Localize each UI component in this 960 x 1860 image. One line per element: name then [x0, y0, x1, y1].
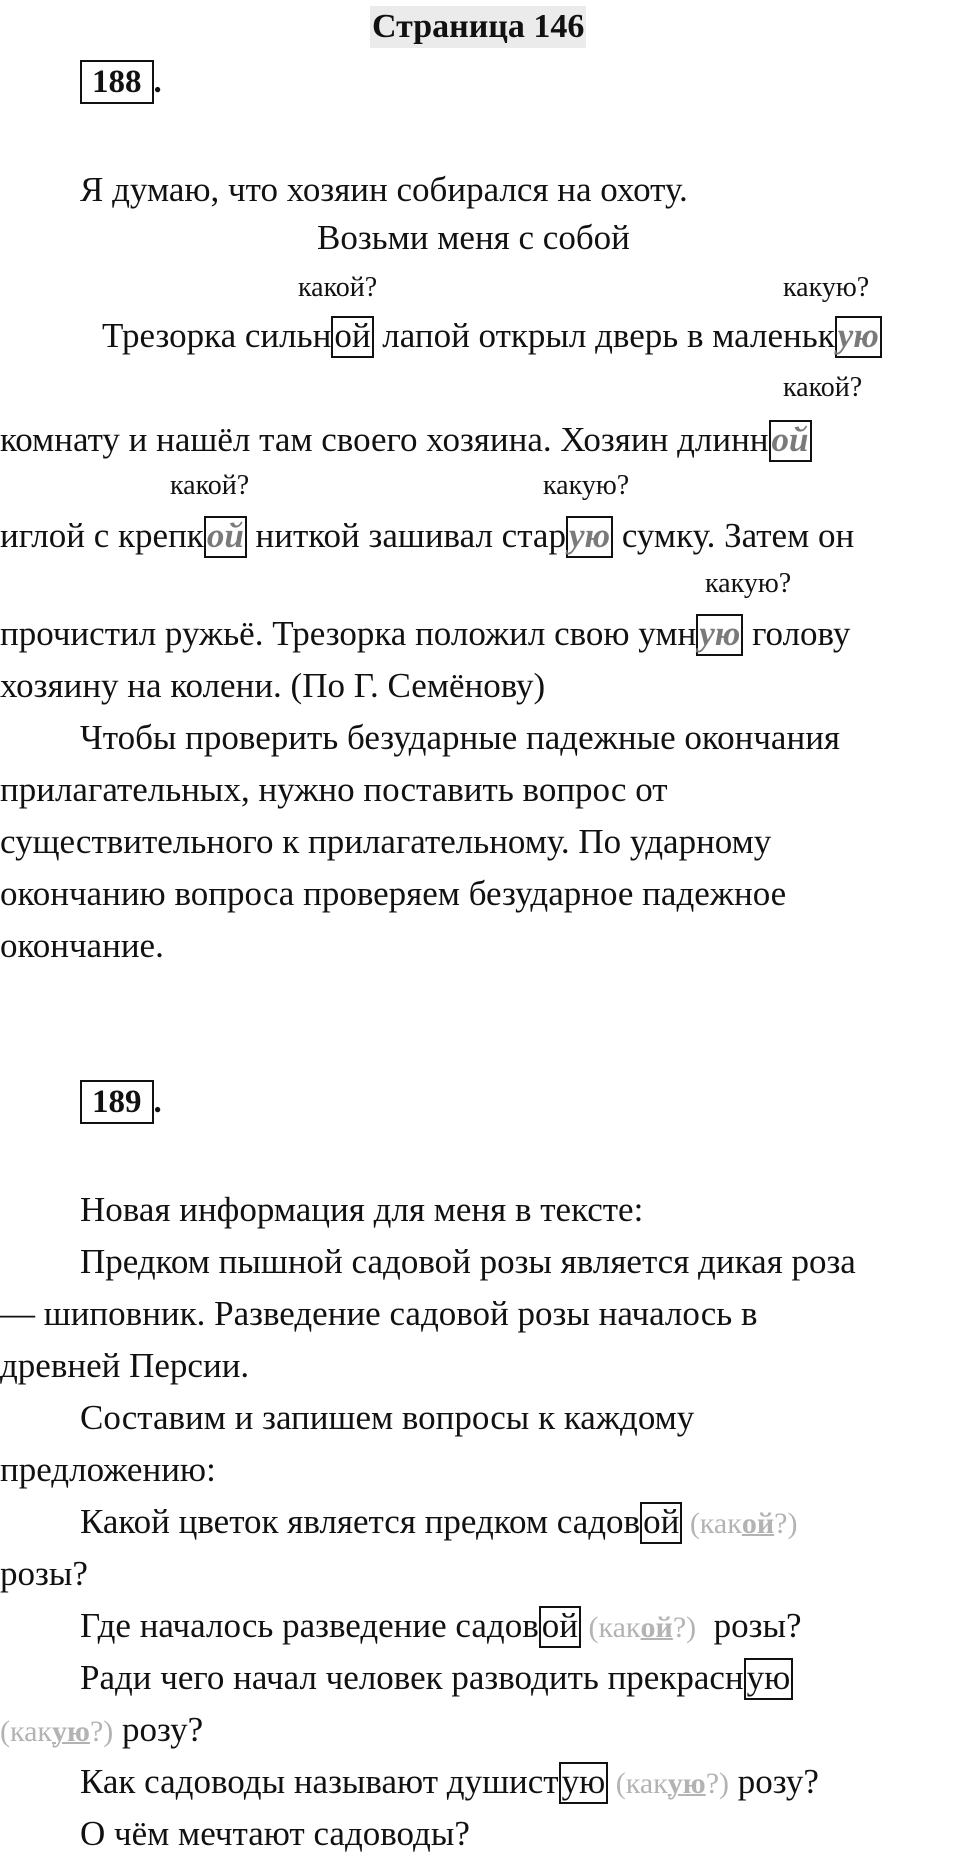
text-line: [80, 1756, 819, 1810]
exercise-number-box: 188: [80, 60, 154, 104]
text-line: Чтобы проверить безударные падежные окончания: [80, 718, 841, 757]
text-line: окончанию вопроса проверяем безударное падежное: [0, 874, 787, 913]
hint-text: (как: [581, 1611, 641, 1644]
text-line: Составим и запишем вопросы к каждому: [80, 1398, 695, 1437]
ending-box: ой: [640, 1502, 682, 1544]
text-fragment: комнату и нашёл там своего хозяина. Хозяин длинн: [0, 420, 769, 459]
text-line: древней Персии.: [0, 1346, 250, 1385]
text-fragment: розы?: [696, 1606, 802, 1645]
text-fragment: иглой с крепк: [0, 516, 204, 555]
hint-ending: ой: [741, 1507, 775, 1540]
text-line: Возьми меня с собой: [317, 218, 630, 257]
text-line: О чём мечтают садоводы?: [80, 1814, 470, 1853]
text-line: существительного к прилагательному. По ударному: [0, 822, 772, 861]
ending-box: ой: [769, 420, 812, 462]
text-line: [80, 1600, 802, 1654]
hint-text: ?): [774, 1507, 798, 1540]
text-line: прилагательных, нужно поставить вопрос от: [0, 770, 668, 809]
text-line: [0, 414, 812, 466]
text-fragment: розу?: [113, 1710, 204, 1749]
text-line: — шиповник. Разведение садовой розы началось в: [0, 1294, 758, 1333]
ending-box: ую: [559, 1762, 609, 1804]
page-title: Страница 146: [370, 6, 586, 48]
question-hint: [682, 1507, 797, 1540]
text-fragment: голову: [743, 614, 851, 653]
question-label: какую?: [543, 470, 630, 501]
text-line: Новая информация для меня в тексте:: [80, 1190, 644, 1229]
text-fragment: Как садоводы называют душист: [80, 1762, 559, 1801]
text-line: [80, 1652, 793, 1704]
ending-box: ую: [835, 316, 882, 358]
text-fragment: Ради чего начал человек разводить прекрасн: [80, 1658, 744, 1697]
text-line: Предком пышной садовой розы является дикая роза: [80, 1242, 856, 1281]
hint-text: ?): [705, 1767, 730, 1800]
question-label: какой?: [170, 470, 250, 501]
text-fragment: ниткой зашивал стар: [246, 516, 566, 555]
text-line: [0, 510, 854, 562]
ending-box: ую: [696, 614, 743, 656]
text-line: окончание.: [0, 926, 164, 965]
number-dot: .: [153, 64, 162, 100]
question-label: какой?: [298, 272, 378, 303]
hint-ending: ую: [667, 1767, 706, 1800]
ending-box: ую: [566, 516, 613, 558]
text-fragment: Где началось разведение садов: [80, 1606, 539, 1645]
question-hint: [0, 1715, 113, 1748]
hint-text: (как: [0, 1715, 53, 1748]
question-hint: [581, 1611, 696, 1644]
text-line: розы?: [0, 1554, 88, 1593]
text-line: [0, 1704, 203, 1758]
exercise-189-number: [80, 1080, 162, 1124]
ending-box: ой: [204, 516, 247, 558]
text-fragment: сумку. Затем он: [613, 516, 855, 555]
text-line: предложению:: [0, 1450, 216, 1489]
question-hint: [608, 1767, 729, 1800]
hint-ending: ой: [640, 1611, 673, 1644]
hint-ending: ую: [52, 1715, 90, 1748]
question-label: какую?: [783, 272, 870, 303]
ending-box: ой: [539, 1606, 581, 1648]
text-line: хозяину на колени. (По Г. Семёнову): [0, 666, 546, 705]
hint-text: (как: [608, 1767, 668, 1800]
question-label: какой?: [783, 372, 863, 403]
number-dot: .: [153, 1084, 162, 1120]
text-line: [0, 608, 850, 660]
text-line: Я думаю, что хозяин собирался на охоту.: [80, 170, 688, 209]
text-line: [102, 310, 882, 362]
hint-text: ?): [89, 1715, 114, 1748]
exercise-number-box: 189: [80, 1080, 154, 1124]
text-fragment: лапой открыл дверь в маленьк: [373, 316, 835, 355]
text-fragment: Трезорка сильн: [102, 316, 332, 355]
exercise-188-number: [80, 60, 162, 104]
hint-text: ?): [672, 1611, 697, 1644]
question-label: какую?: [705, 568, 792, 599]
text-fragment: Какой цветок является предком садов: [80, 1502, 641, 1541]
text-fragment: розу?: [729, 1762, 819, 1801]
ending-box: ой: [331, 316, 373, 358]
text-fragment: прочистил ружьё. Трезорка положил свою умн: [0, 614, 697, 653]
text-line: [80, 1496, 797, 1550]
hint-text: (как: [682, 1507, 742, 1540]
ending-box: ую: [744, 1658, 794, 1700]
